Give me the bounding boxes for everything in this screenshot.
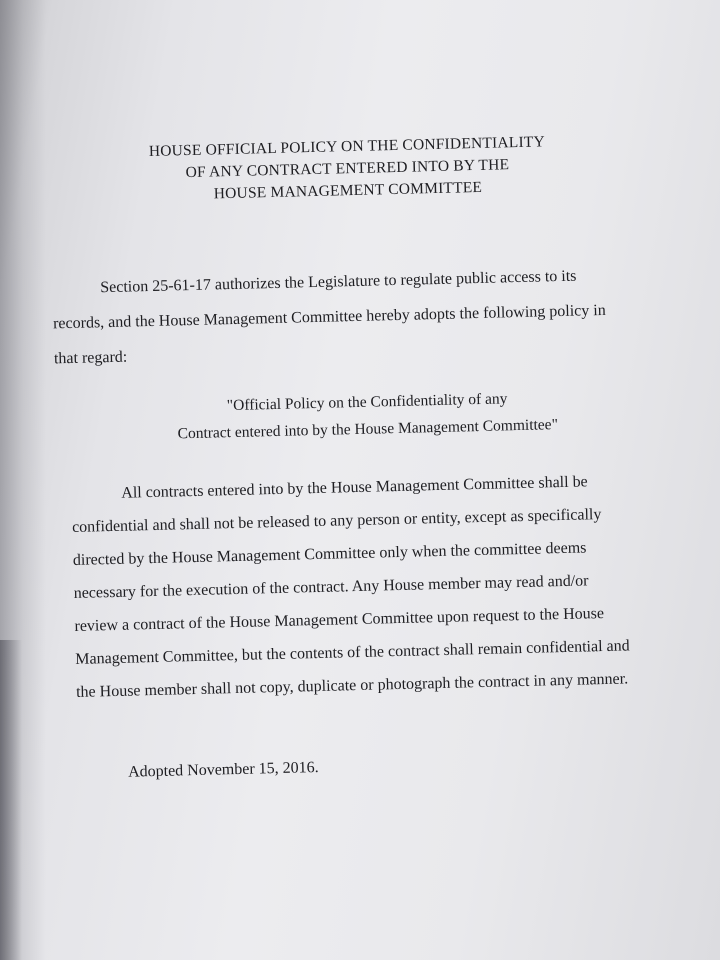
policy-body-paragraph: All contracts entered into by the House Management Committee shall be confidential and shall not be released to any person or entity, except as specifically directed by the House Management Committee only when the committee deems necessary for the execution of the contract. Any House member may read and/or review a contract of the House Management Committee upon request to the House Management Committee, but the contents of the contract shall remain confidential and the House member shall not copy, duplicate or photograph the contract in any manner. bbox=[71, 473, 630, 701]
document-title bbox=[87, 130, 608, 209]
title-line: HOUSE OFFICIAL POLICY ON THE CONFIDENTIALITY bbox=[148, 133, 546, 160]
title-line: OF ANY CONTRACT ENTERED INTO BY THE bbox=[185, 156, 510, 182]
policy-name bbox=[67, 381, 668, 450]
adoption-date: Adopted November 15, 2016. bbox=[127, 759, 319, 781]
finger-shadow bbox=[0, 640, 22, 960]
title-line: HOUSE MANAGEMENT COMMITTEE bbox=[213, 178, 483, 203]
intro-paragraph: Section 25-61-17 authorizes the Legislature to regulate public access to its records, and the House Management Committee hereby adopts the following policy in that regard: bbox=[52, 267, 606, 368]
policy-document bbox=[48, 113, 664, 783]
policy-name-line: Contract entered into by the House Management Committee" bbox=[177, 416, 559, 443]
policy-name-line: "Official Policy on the Confidentiality of any bbox=[226, 390, 508, 415]
